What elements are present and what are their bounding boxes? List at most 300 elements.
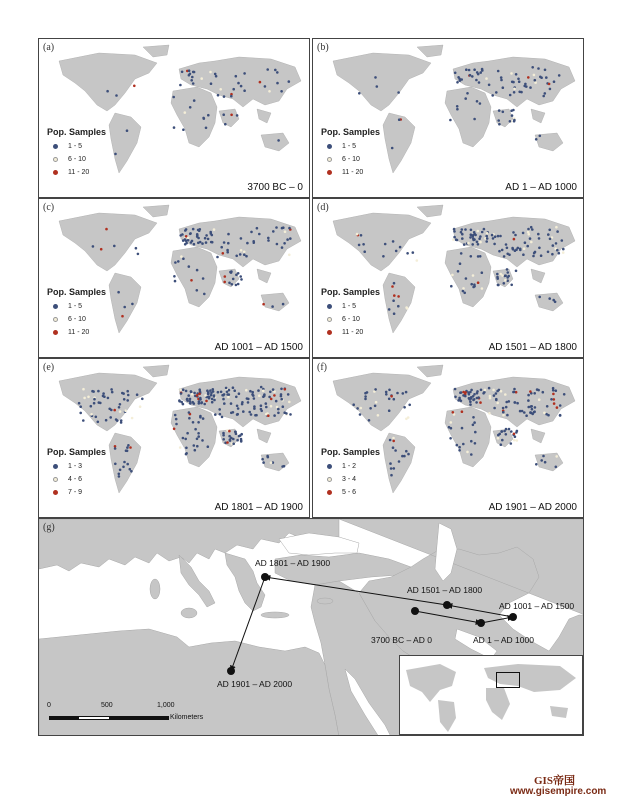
sample-dot	[531, 408, 534, 411]
sample-dot	[374, 388, 377, 391]
sample-dot	[496, 273, 499, 276]
sample-dot	[214, 413, 217, 416]
sample-dot	[455, 238, 458, 241]
sample-dot	[113, 245, 116, 248]
sample-dot	[236, 413, 239, 416]
sample-dot	[273, 394, 276, 397]
sample-dot	[547, 251, 550, 254]
legend-title: Pop. Samples	[321, 447, 381, 457]
sample-dot	[226, 251, 229, 254]
sample-dot	[512, 81, 515, 84]
sample-dot	[115, 94, 118, 97]
sample-dot	[241, 401, 244, 404]
sample-dot	[268, 90, 271, 93]
centroid-label: AD 1501 – AD 1800	[407, 585, 483, 595]
sample-dot	[198, 400, 201, 403]
sample-dot	[220, 246, 223, 249]
sample-dot	[473, 231, 476, 234]
sample-dot	[189, 106, 192, 109]
sample-dot	[281, 465, 284, 468]
sample-dot	[505, 401, 508, 404]
sample-dot	[527, 228, 530, 231]
sample-dot	[114, 463, 117, 466]
sample-dot	[454, 396, 457, 399]
sample-dot	[92, 390, 95, 393]
sample-dot	[236, 114, 239, 117]
sample-dot	[542, 391, 545, 394]
sample-dot	[179, 446, 182, 449]
sample-dot	[495, 399, 498, 402]
sample-dot	[119, 469, 122, 472]
sample-dot	[538, 296, 541, 299]
legend-dot-high	[327, 170, 332, 175]
sample-dot	[514, 234, 517, 237]
legend-class-mid: 6 - 10	[68, 316, 86, 323]
sample-dot	[392, 437, 395, 440]
sample-dot	[363, 250, 366, 253]
sample-dot	[388, 409, 391, 412]
sample-dot	[194, 428, 197, 431]
sample-dot	[556, 406, 559, 409]
sample-dot	[182, 388, 185, 391]
sample-dot	[374, 405, 377, 408]
sample-dot	[537, 67, 540, 70]
sample-dot	[227, 396, 230, 399]
sample-dot	[193, 99, 196, 102]
sample-dot	[542, 455, 545, 458]
sample-dot	[505, 433, 508, 436]
sample-dot	[263, 394, 266, 397]
sample-dot	[547, 233, 550, 236]
legend-class-low: 1 - 5	[342, 143, 357, 150]
sample-dot	[179, 234, 182, 237]
sample-dot	[223, 95, 226, 98]
legend-class-high: 5 - 6	[342, 489, 357, 496]
sample-dot	[223, 402, 226, 405]
sample-dot	[461, 427, 464, 430]
sample-dot	[479, 401, 482, 404]
sample-dot	[257, 389, 260, 392]
legend-dot-mid	[327, 157, 332, 162]
sample-dot	[513, 391, 516, 394]
sample-dot	[511, 247, 514, 250]
sample-dot	[481, 69, 484, 72]
sample-dot	[225, 387, 228, 390]
legend-class-low: 1 - 5	[68, 303, 83, 310]
sample-dot	[205, 400, 208, 403]
sample-dot	[187, 394, 190, 397]
sample-dot	[248, 411, 251, 414]
sample-dot	[272, 230, 275, 233]
sample-dot	[513, 433, 516, 436]
sample-dot	[204, 394, 207, 397]
sample-dot	[538, 398, 541, 401]
sample-dot	[251, 391, 254, 394]
sample-dot	[131, 303, 134, 306]
legend-dot-mid	[327, 477, 332, 482]
sample-dot	[453, 236, 456, 239]
sample-dot	[513, 238, 516, 241]
sample-dot	[239, 275, 242, 278]
sample-dot	[506, 247, 509, 250]
sample-dot	[119, 403, 122, 406]
legend-class-low: 1 - 2	[342, 463, 357, 470]
scale-tick: 500	[101, 702, 113, 709]
sample-dot	[552, 244, 555, 247]
sample-dot	[457, 270, 460, 273]
sample-dot	[397, 295, 400, 298]
sample-dot	[497, 284, 500, 287]
sample-dot	[376, 85, 379, 88]
sample-dot	[461, 228, 464, 231]
map-panel-g	[38, 518, 584, 736]
centroid-label: AD 1001 – AD 1500	[499, 601, 575, 611]
sample-dot	[449, 119, 452, 122]
sample-dot	[192, 82, 195, 85]
sample-dot	[196, 438, 199, 441]
sample-dot	[551, 253, 554, 256]
sample-dot	[213, 228, 216, 231]
sample-dot	[228, 430, 231, 433]
sample-dot	[196, 394, 199, 397]
sample-dot	[201, 439, 204, 442]
sample-dot	[538, 237, 541, 240]
sample-dot	[265, 413, 268, 416]
sample-dot	[509, 94, 512, 97]
legend-title: Pop. Samples	[47, 447, 107, 457]
sample-dot	[287, 393, 290, 396]
sample-dot	[502, 414, 505, 417]
sample-dot	[284, 388, 287, 391]
sample-dot	[121, 315, 124, 318]
legend-class-mid: 3 - 4	[342, 476, 357, 483]
sample-dot	[470, 440, 473, 443]
sample-dot	[126, 390, 129, 393]
sample-dot	[224, 275, 227, 278]
sample-dot	[472, 237, 475, 240]
sample-dot	[280, 90, 283, 93]
sample-dot	[517, 78, 520, 81]
sample-dot	[472, 274, 475, 277]
centroid-label: AD 1 – AD 1000	[473, 635, 534, 645]
sample-dot	[479, 255, 482, 258]
legend-dot-mid	[53, 317, 58, 322]
sample-dot	[462, 287, 465, 290]
panel-label: (d)	[317, 202, 329, 213]
sample-dot	[261, 458, 264, 461]
sample-dot	[458, 446, 461, 449]
period-label: AD 1801 – AD 1900	[214, 502, 303, 513]
sample-dot	[514, 435, 517, 438]
sample-dot	[232, 438, 235, 441]
sample-dot	[90, 413, 93, 416]
sample-dot	[548, 83, 551, 86]
sample-dot	[185, 390, 188, 393]
sample-dot	[262, 390, 265, 393]
sample-dot	[555, 226, 558, 229]
sample-dot	[493, 407, 496, 410]
sample-dot	[141, 398, 144, 401]
sample-dot	[485, 235, 488, 238]
sample-dot	[515, 73, 518, 76]
sample-dot	[476, 241, 479, 244]
sample-dot	[516, 402, 519, 405]
sample-dot	[395, 250, 398, 253]
sample-dot	[403, 406, 406, 409]
sample-dot	[498, 109, 501, 112]
sample-dot	[495, 91, 498, 94]
sample-dot	[122, 466, 125, 469]
sample-dot	[506, 276, 509, 279]
sample-dot	[283, 242, 286, 245]
sample-dot	[405, 450, 408, 453]
sample-dot	[125, 449, 128, 452]
sample-dot	[469, 74, 472, 77]
sample-dot	[452, 411, 455, 414]
sample-dot	[262, 461, 265, 464]
sample-dot	[109, 416, 112, 419]
sample-dot	[477, 281, 480, 284]
sample-dot	[503, 282, 506, 285]
sample-dot	[173, 275, 176, 278]
sample-dot	[207, 392, 210, 395]
sample-dot	[270, 405, 273, 408]
sample-dot	[524, 241, 527, 244]
centroid-label: AD 1801 – AD 1900	[255, 558, 331, 568]
sample-dot	[265, 402, 268, 405]
sample-dot	[470, 255, 473, 258]
sample-dot	[251, 393, 254, 396]
sample-dot	[172, 96, 175, 99]
sample-dot	[105, 228, 108, 231]
sample-dot	[500, 390, 503, 393]
sample-dot	[191, 401, 194, 404]
sample-dot	[473, 398, 476, 401]
sample-dot	[366, 391, 369, 394]
sample-dot	[258, 394, 261, 397]
sample-dot	[522, 253, 525, 256]
sample-dot	[562, 248, 565, 251]
sample-dot	[553, 398, 556, 401]
sample-dot	[393, 398, 396, 401]
sample-dot	[454, 72, 457, 75]
scale-tick: 0	[47, 702, 51, 709]
panel-label: (c)	[43, 202, 55, 213]
sample-dot	[235, 75, 238, 78]
sample-dot	[472, 424, 475, 427]
sample-dot	[508, 428, 511, 431]
sample-dot	[545, 76, 548, 79]
sample-dot	[236, 405, 239, 408]
sample-dot	[388, 398, 391, 401]
sample-dot	[265, 406, 268, 409]
sample-dot	[199, 416, 202, 419]
sample-dot	[513, 439, 516, 442]
sample-dot	[205, 241, 208, 244]
sample-dot	[483, 228, 486, 231]
sample-dot	[260, 408, 263, 411]
sample-dot	[453, 230, 456, 233]
sample-dot	[188, 417, 191, 420]
sample-dot	[197, 237, 200, 240]
sample-dot	[108, 408, 111, 411]
legend-class-high: 7 - 9	[68, 489, 83, 496]
legend-dot-high	[327, 490, 332, 495]
sample-dot	[240, 85, 243, 88]
sample-dot	[543, 412, 546, 415]
sample-dot	[240, 278, 243, 281]
sample-dot	[182, 128, 185, 131]
track-arrow	[231, 577, 265, 671]
sample-dot	[216, 256, 219, 259]
sample-dot	[280, 398, 283, 401]
sample-dot	[207, 114, 210, 117]
sample-dot	[513, 88, 516, 91]
sample-dot	[491, 234, 494, 237]
sample-dot	[500, 76, 503, 79]
sample-dot	[82, 388, 85, 391]
sample-dot	[393, 294, 396, 297]
inset-extent-box	[496, 672, 520, 688]
sample-dot	[501, 439, 504, 442]
sample-dot	[385, 391, 388, 394]
sample-dot	[194, 449, 197, 452]
sample-dot	[525, 414, 528, 417]
sample-dot	[473, 393, 476, 396]
sample-dot	[546, 405, 549, 408]
sample-dot	[523, 247, 526, 250]
sample-dot	[237, 283, 240, 286]
sample-dot	[512, 231, 515, 234]
sample-dot	[524, 83, 527, 86]
sample-dot	[260, 404, 263, 407]
sample-dot	[184, 111, 187, 114]
centroid-point	[477, 619, 485, 627]
sample-dot	[384, 243, 387, 246]
sample-dot	[398, 460, 401, 463]
sample-dot	[392, 440, 395, 443]
sample-dot	[548, 229, 551, 232]
sample-dot	[210, 232, 213, 235]
sample-dot	[187, 239, 190, 242]
sample-dot	[120, 421, 123, 424]
sample-dot	[174, 414, 177, 417]
sample-dot	[193, 243, 196, 246]
sample-dot	[563, 393, 566, 396]
sample-dot	[239, 253, 242, 256]
sample-dot	[209, 389, 212, 392]
sample-dot	[277, 412, 280, 415]
sample-dot	[494, 235, 497, 238]
sample-dot	[460, 252, 463, 255]
sample-dot	[280, 395, 283, 398]
sample-dot	[256, 227, 259, 230]
sample-dot	[368, 419, 371, 422]
sample-dot	[510, 442, 513, 445]
sample-dot	[534, 81, 537, 84]
sample-dot	[535, 138, 538, 141]
sample-dot	[247, 398, 250, 401]
sample-dot	[211, 398, 214, 401]
sample-dot	[528, 233, 531, 236]
sample-dot	[451, 274, 454, 277]
sample-dot	[486, 237, 489, 240]
sample-dot	[556, 249, 559, 252]
sample-dot	[552, 389, 555, 392]
sample-dot	[234, 431, 237, 434]
sample-dot	[464, 395, 467, 398]
centroid-point	[261, 573, 269, 581]
sample-dot	[212, 390, 215, 393]
sample-dot	[243, 251, 246, 254]
sample-dot	[93, 398, 96, 401]
sample-dot	[393, 312, 396, 315]
sample-dot	[197, 242, 200, 245]
sample-dot	[504, 274, 507, 277]
sample-dot	[511, 114, 514, 117]
sample-dot	[473, 283, 476, 286]
sample-dot	[222, 113, 225, 116]
sample-dot	[555, 242, 558, 245]
sample-dot	[267, 237, 270, 240]
sample-dot	[496, 277, 499, 280]
sample-dot	[408, 404, 411, 407]
sample-dot	[489, 397, 492, 400]
sample-dot	[139, 405, 142, 408]
sample-dot	[539, 135, 542, 138]
sample-dot	[352, 403, 355, 406]
sample-dot	[267, 239, 270, 242]
sample-dot	[491, 94, 494, 97]
map-panel-e	[38, 358, 310, 518]
sample-dot	[219, 413, 222, 416]
sample-dot	[456, 105, 459, 108]
sample-dot	[555, 466, 558, 469]
sample-dot	[510, 430, 513, 433]
sample-dot	[270, 461, 273, 464]
sample-dot	[197, 432, 200, 435]
sample-dot	[523, 411, 526, 414]
sample-dot	[240, 440, 243, 443]
legend-dot-mid	[53, 477, 58, 482]
sample-dot	[467, 242, 470, 245]
sample-dot	[126, 129, 129, 132]
map-panel-b	[312, 38, 584, 198]
sample-dot	[203, 293, 206, 296]
sample-dot	[253, 397, 256, 400]
sample-dot	[83, 397, 86, 400]
sample-dot	[453, 228, 456, 231]
scale-unit: Kilometers	[170, 714, 204, 721]
sample-dot	[203, 117, 206, 120]
sample-dot	[189, 398, 192, 401]
sample-dot	[202, 417, 205, 420]
track-arrow	[415, 611, 481, 623]
sample-dot	[515, 248, 518, 251]
sample-dot	[196, 289, 199, 292]
sample-dot	[105, 419, 108, 422]
legend-dot-high	[53, 490, 58, 495]
sample-dot	[389, 439, 392, 442]
sample-dot	[197, 435, 200, 438]
sample-dot	[553, 402, 556, 405]
sample-dot	[289, 237, 292, 240]
panel-label: (a)	[43, 42, 55, 53]
sample-dot	[471, 235, 474, 238]
sample-dot	[416, 259, 419, 262]
sample-dot	[289, 413, 292, 416]
legend-class-low: 1 - 5	[342, 303, 357, 310]
